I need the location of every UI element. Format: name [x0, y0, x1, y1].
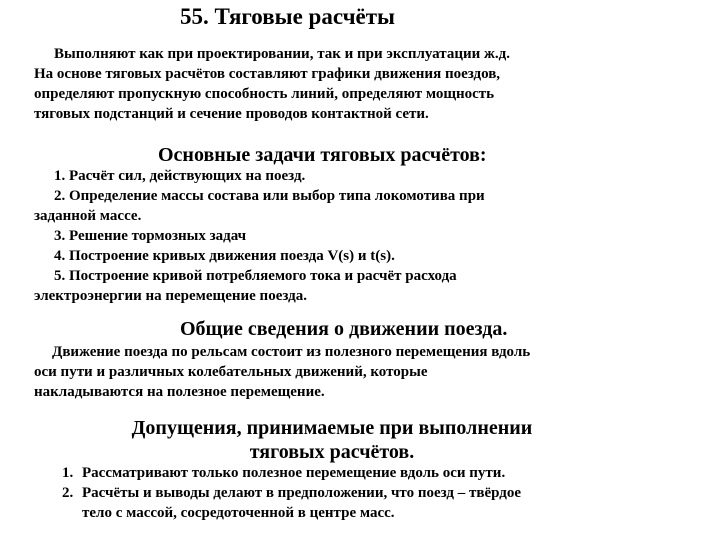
assumption-line: Расчёты и выводы делают в предположении, что поезд – твёрдое — [82, 485, 522, 501]
general-line: оси пути и различных колебательных движений, которые — [34, 364, 428, 380]
intro-line: определяют пропускную способность линий, определяют мощность — [34, 86, 495, 102]
task-item — [34, 266, 485, 306]
intro-paragraph — [34, 44, 510, 124]
task-line: заданной массе. — [34, 208, 142, 224]
intro-line: тяговых подстанций и сечение проводов контактной сети. — [34, 106, 429, 122]
task-line: 2. Определение массы состава или выбор типа локомотива при — [54, 188, 485, 204]
task-line: 1. Расчёт сил, действующих на поезд. — [54, 168, 306, 184]
assumption-item — [62, 483, 521, 523]
assumption-item — [62, 463, 521, 483]
general-line: Движение поезда по рельсам состоит из полезного перемещения вдоль — [52, 344, 531, 360]
assumptions-heading — [102, 416, 562, 464]
assumption-line: Рассматривают только полезное перемещение вдоль оси пути. — [82, 465, 506, 481]
task-line: 5. Построение кривой потребляемого тока и расчёт расхода — [54, 268, 457, 284]
intro-line: Выполняют как при проектировании, так и при эксплуатации ж.д. — [54, 46, 510, 62]
page-title: 55. Тяговые расчёты — [180, 4, 396, 29]
task-item — [34, 166, 485, 186]
intro-line: На основе тяговых расчётов составляют графики движения поездов, — [34, 66, 501, 82]
assumption-number: 1. — [62, 465, 74, 481]
task-item — [34, 246, 485, 266]
tasks-list — [34, 166, 485, 306]
general-heading: Общие сведения о движении поезда. — [180, 318, 508, 340]
task-line: 3. Решение тормозных задач — [54, 228, 247, 244]
task-line: 4. Построение кривых движения поезда V(s) и t(s). — [54, 248, 395, 264]
assumptions-list — [62, 463, 521, 523]
assumptions-heading-line: Допущения, принимаемые при выполнении — [131, 417, 533, 439]
assumption-number: 2. — [62, 485, 74, 501]
tasks-heading: Основные задачи тяговых расчётов: — [158, 144, 487, 166]
general-line: накладываются на полезное перемещение. — [34, 384, 325, 400]
general-paragraph — [34, 342, 530, 402]
assumptions-heading-line: тяговых расчётов. — [249, 441, 415, 463]
task-item — [34, 226, 485, 246]
task-line: электроэнергии на перемещение поезда. — [34, 288, 307, 304]
assumption-line: тело с массой, сосредоточенной в центре масс. — [82, 505, 395, 521]
task-item — [34, 186, 485, 226]
